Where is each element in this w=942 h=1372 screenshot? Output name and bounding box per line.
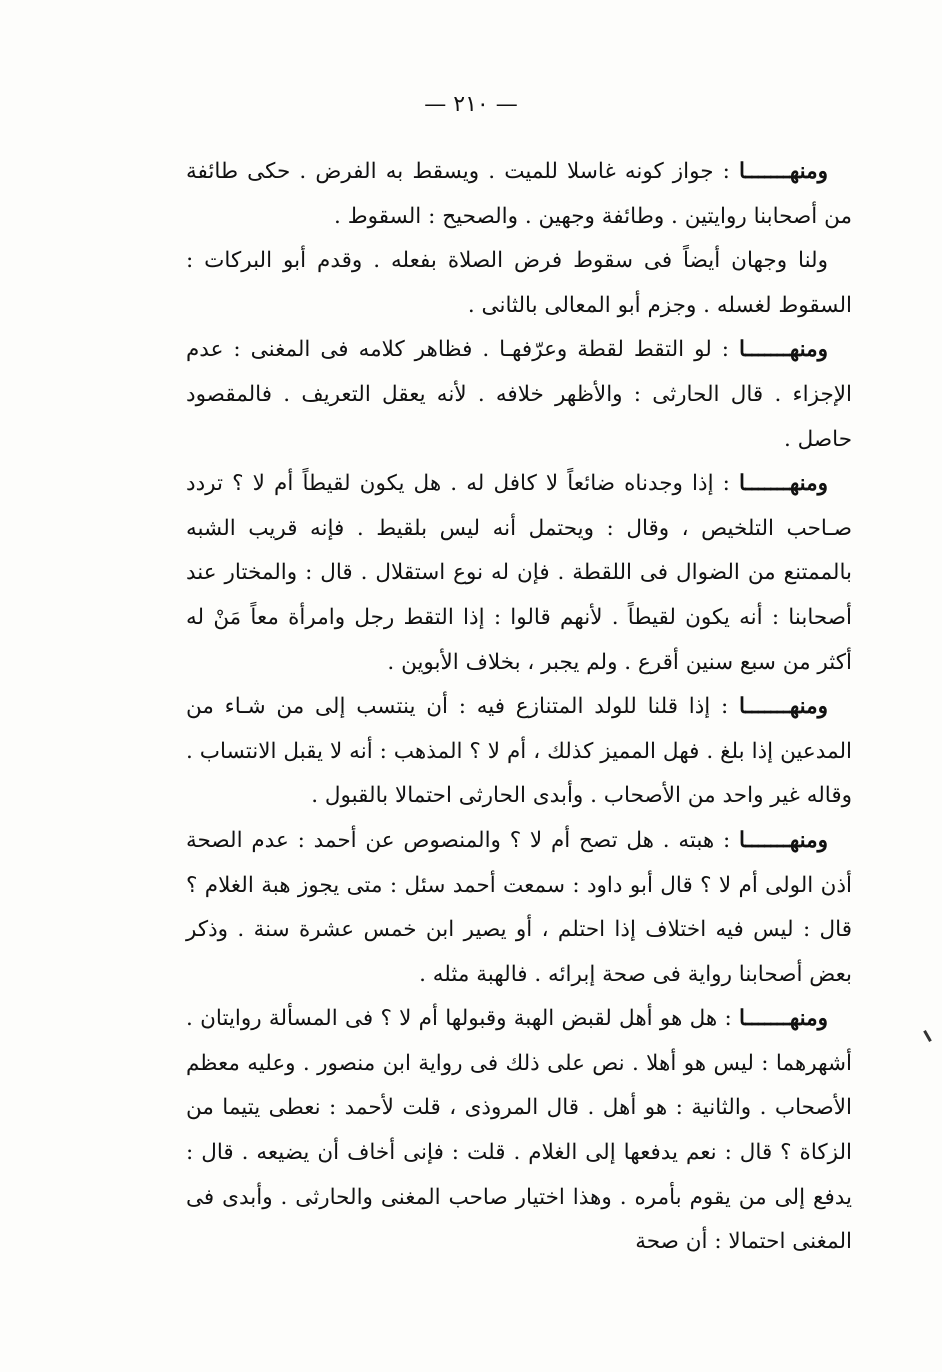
paragraph-1 — [186, 150, 852, 239]
paragraph-4 — [186, 462, 852, 685]
paragraph-text: ولنا وجهان أيضاً فى سقوط فرض الصلاة بفعله . وقدم أبو البركات : السقوط لغسله . وجزم أبو المعالى بالثانى . — [186, 248, 852, 318]
paragraph-text: : هبته . هل تصح أم لا ؟ والمنصوص عن أحمد : عدم الصحة أذن الولى أم لا ؟ قال أبو داود : سمعت أحمد سئل : متى يجوز هبة الغلام ؟ قال : ليس فيه اختلاف إذا احتلم ، أو يصير ابن خمس عشرة سنة . وذكر بعض أصحابنا رواية فى صحة إبرائه . فالهبة مثله . — [186, 827, 852, 987]
paragraph-3 — [186, 328, 852, 462]
paragraph-lead: ومنهـــــــا — [739, 827, 828, 853]
paragraph-lead: ومنهـــــــا — [739, 159, 828, 184]
paragraph-text: : لو التقط لقطة وعرّفهـا . فظاهر كلامه فى المغنى : عدم الإجزاء . قال الحارثى : والأظهر خلافه . لأنه يعقل التعريف . فالمقصود حاصل . — [186, 337, 852, 452]
paragraph-7 — [186, 997, 852, 1265]
paragraph-lead: ومنهـــــــا — [739, 1006, 828, 1032]
scan-mark — [923, 1030, 932, 1042]
paragraph-text: : إذا قلنا للولد المتنازع فيه : أن ينتسب إلى من شـاء من المدعين إذا بلغ . فهل المميز كذلك ، أم لا ؟ المذهب : أنه لا يقبل الانتساب . وقاله غير واحد من الأصحاب . وأبدى الحارثى احتمالا بالقبول . — [186, 694, 852, 809]
paragraph-text: : هل هو أهل لقبض الهبة وقبولها أم لا ؟ فى المسألة روايتان . أشهرهما : ليس هو أهلا . نص على ذلك فى رواية ابن منصور . وعليه معظم الأصحاب . والثانية : هو أهل . قال المروذى ، قلت لأحمد : نعطى يتيما من الزكاة ؟ قال : نعم يدفعها إلى الغلام . قلت : فإنى أخاف أن يضيعه . قال : يدفع إلى من يقوم بأمره . وهذا اختيار صاحب المغنى والحارثى . وأبدى فى المغنى احتمالا : أن صحة — [186, 1006, 852, 1255]
paragraph-lead: ومنهـــــــا — [739, 694, 828, 720]
text-body — [186, 150, 852, 1265]
paragraph-text: : جواز كونه غاسلا للميت . ويسقط به الفرض . حكى طائفة من أصحابنا روايتين . وطائفة وجهين . والصحيح : السقوط . — [186, 159, 852, 229]
page-number: — ٢١٠ — — [424, 92, 518, 117]
paragraph-2 — [186, 239, 852, 328]
paragraph-text: : إذا وجدناه ضائعاً لا كافل له . هل يكون لقيطاً أم لا ؟ تردد صـاحب التلخيص ، وقال : ويحتمل أنه ليس بلقيط . فإنه قريب الشبه بالممتنع من الضوال فى اللقطة . فإن له نوع استقلال . قال : والمختار عند أصحابنا : أنه يكون لقيطاً . لأنهم قالوا : إذا التقط رجل وامرأة معاً مَنْ له أكثر من سبع سنين أقرع . ولم يجبر ، بخلاف الأبوين . — [186, 471, 852, 675]
paragraph-lead: ومنهـــــــا — [739, 471, 828, 497]
paragraph-5 — [186, 685, 852, 819]
paragraph-6 — [186, 819, 852, 997]
paragraph-lead: ومنهـــــــا — [739, 337, 828, 363]
